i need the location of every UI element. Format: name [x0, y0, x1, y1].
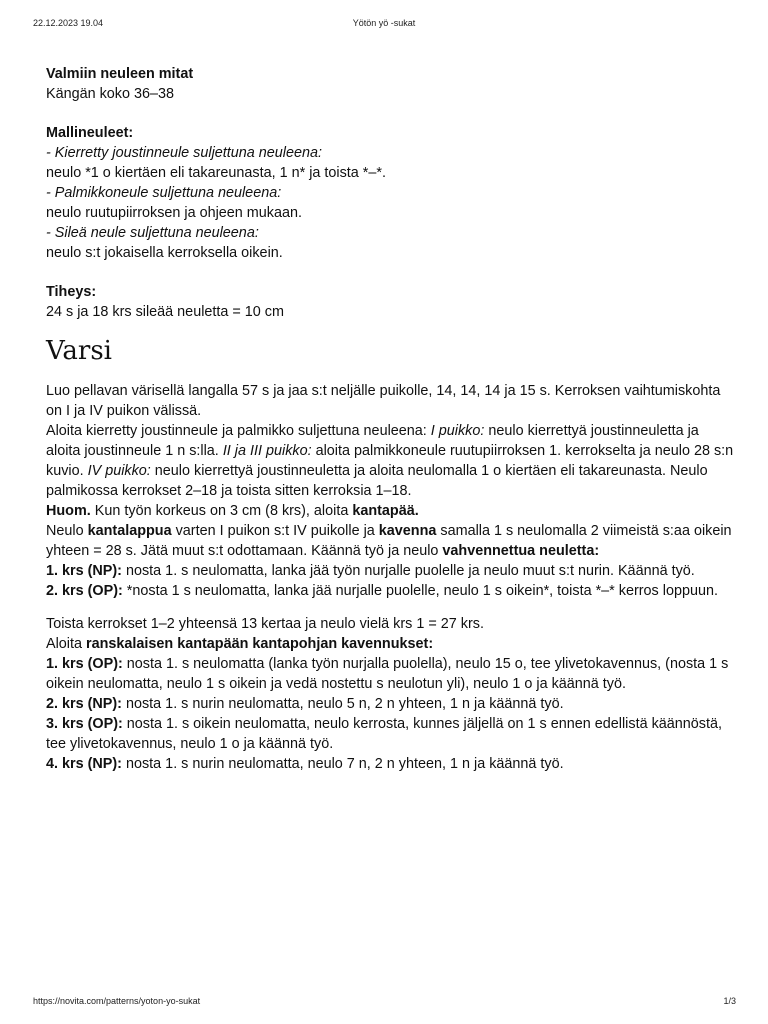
heel-turn-instructions: Aloita ranskalaisen kantapään kantapohjan kavennukset: 1. krs (OP): nosta 1. s neulomatta (lanka työn nurjalla puolella), neulo 15 o, tee ylivetokavennus, (nosta 1 s oikein neulomatta, neulo 1 s oikein ja vedä nostettu s neulotun yli), neulo 1 o ja käännä työ. 2. krs (NP): nosta 1. s nurin neulomatta, neulo 5 n, 2 n yhteen, 1 n ja käännä työ. 3. krs (OP): nosta 1. s oikein neulomatta, neulo kerrosta, kunnes jäljellä on 1 s ennen edellistä käännöstä, tee ylivetokavennus, neulo 1 o ja käännä työ. 4. krs (NP): nosta 1. s nurin neulomatta, neulo 7 n, 2 n yhteen, 1 n ja käännä työ. — [46, 634, 736, 774]
stitch-instruction: neulo ruutupiirroksen ja ohjeen mukaan. — [46, 205, 302, 221]
stitches-section — [46, 123, 736, 263]
varsi-paragraph-ribbing: Aloita kierretty joustinneule ja palmikko suljettuna neuleena: I puikko: neulo kierrettyä joustinneuletta ja aloita joustinneule 1 n s:lla. II ja III puikko: aloita palmikkoneule ruutupiirroksen 1. kerrokselta ja neulo 28 s:n kuvio. IV puikko: neulo kierrettyä joustinneuletta ja aloita neulomalla 1 o kiertäen eli takareunasta. Neulo palmikossa kerrokset 2–18 ja toista sitten kerroksia 1–18. — [46, 423, 734, 499]
varsi-paragraph-cast-on: Luo pellavan värisellä langalla 57 s ja jaa s:t neljälle puikolle, 14, 14, 14 ja 15 s. Kerroksen vaihtumiskohta on I ja IV puikon välissä. — [46, 383, 721, 419]
instruction-row: 1. krs (NP): nosta 1. s neulomatta, lanka jää työn nurjalle puolelle ja neulo muut s:t nurin. Käännä työ. — [46, 563, 695, 579]
instruction-row: 1. krs (OP): nosta 1. s neulomatta (lanka työn nurjalla puolella), neulo 15 o, tee ylivetokavennus, (nosta 1 s oikein neulomatta, neulo 1 s oikein ja vedä nostettu s neulotun yli), neulo 1 o ja käännä työ. — [46, 656, 729, 692]
size-text: Kängän koko 36–38 — [46, 86, 175, 102]
gauge-section — [46, 282, 736, 322]
page-number: 1/3 — [723, 996, 736, 1006]
size-heading: Valmiin neuleen mitat — [46, 66, 194, 82]
heel-flap-instructions: Neulo kantalappua varten I puikon s:t IV puikolle ja kavenna samalla 1 s neulomalla 2 viimeistä s:aa oikein yhteen = 28 s. Jätä muut s:t odottamaan. Käännä työ ja neulo vahvennettua neuletta: 1. krs (NP): nosta 1. s neulomatta, lanka jää työn nurjalle puolelle ja neulo muut s:t nurin. Käännä työ. 2. krs (OP): *nosta 1 s neulomatta, lanka jää nurjalle puolelle, neulo 1 s oikein*, toista *–* kerros loppuun. — [46, 521, 736, 601]
gauge-heading: Tiheys: — [46, 284, 97, 300]
stitch-instruction: neulo *1 o kiertäen eli takareunasta, 1 n* ja toista *–*. — [46, 165, 386, 181]
print-datetime: 22.12.2023 19.04 — [33, 18, 104, 28]
stitch-name: - Kierretty joustinneule suljettuna neuleena: — [46, 145, 322, 161]
stitch-name: - Palmikkoneule suljettuna neuleena: — [46, 185, 282, 201]
stitch-instruction: neulo s:t jokaisella kerroksella oikein. — [46, 245, 283, 261]
page-url: https://novita.com/patterns/yoton-yo-sukat — [33, 996, 201, 1006]
instruction-row: 4. krs (NP): nosta 1. s nurin neulomatta, neulo 7 n, 2 n yhteen, 1 n ja käännä työ. — [46, 756, 564, 772]
section-title-varsi: Varsi — [46, 336, 112, 366]
instruction-row: 2. krs (NP): nosta 1. s nurin neulomatta, neulo 5 n, 2 n yhteen, 1 n ja käännä työ. — [46, 696, 564, 712]
pattern-content — [46, 64, 736, 787]
size-section — [46, 64, 736, 104]
stitch-name: - Sileä neule suljettuna neuleena: — [46, 225, 259, 241]
instruction-row: 3. krs (OP): nosta 1. s oikein neulomatta, neulo kerrosta, kunnes jäljellä on 1 s ennen edellistä käännöstä, tee ylivetokavennus, neulo 1 o ja käännä työ. — [46, 716, 722, 752]
print-title: Yötön yö -sukat — [352, 18, 416, 28]
varsi-note: Huom. Kun työn korkeus on 3 cm (8 krs), aloita kantapää. — [46, 503, 419, 519]
instruction-row: 2. krs (OP): *nosta 1 s neulomatta, lanka jää nurjalle puolelle, neulo 1 s oikein*, toista *–* kerros loppuun. — [46, 583, 718, 599]
repeat-rows-paragraph: Toista kerrokset 1–2 yhteensä 13 kertaa ja neulo vielä krs 1 = 27 krs. — [46, 616, 484, 632]
stitches-heading: Mallineuleet: — [46, 125, 134, 141]
gauge-text: 24 s ja 18 krs sileää neuletta = 10 cm — [46, 304, 284, 320]
